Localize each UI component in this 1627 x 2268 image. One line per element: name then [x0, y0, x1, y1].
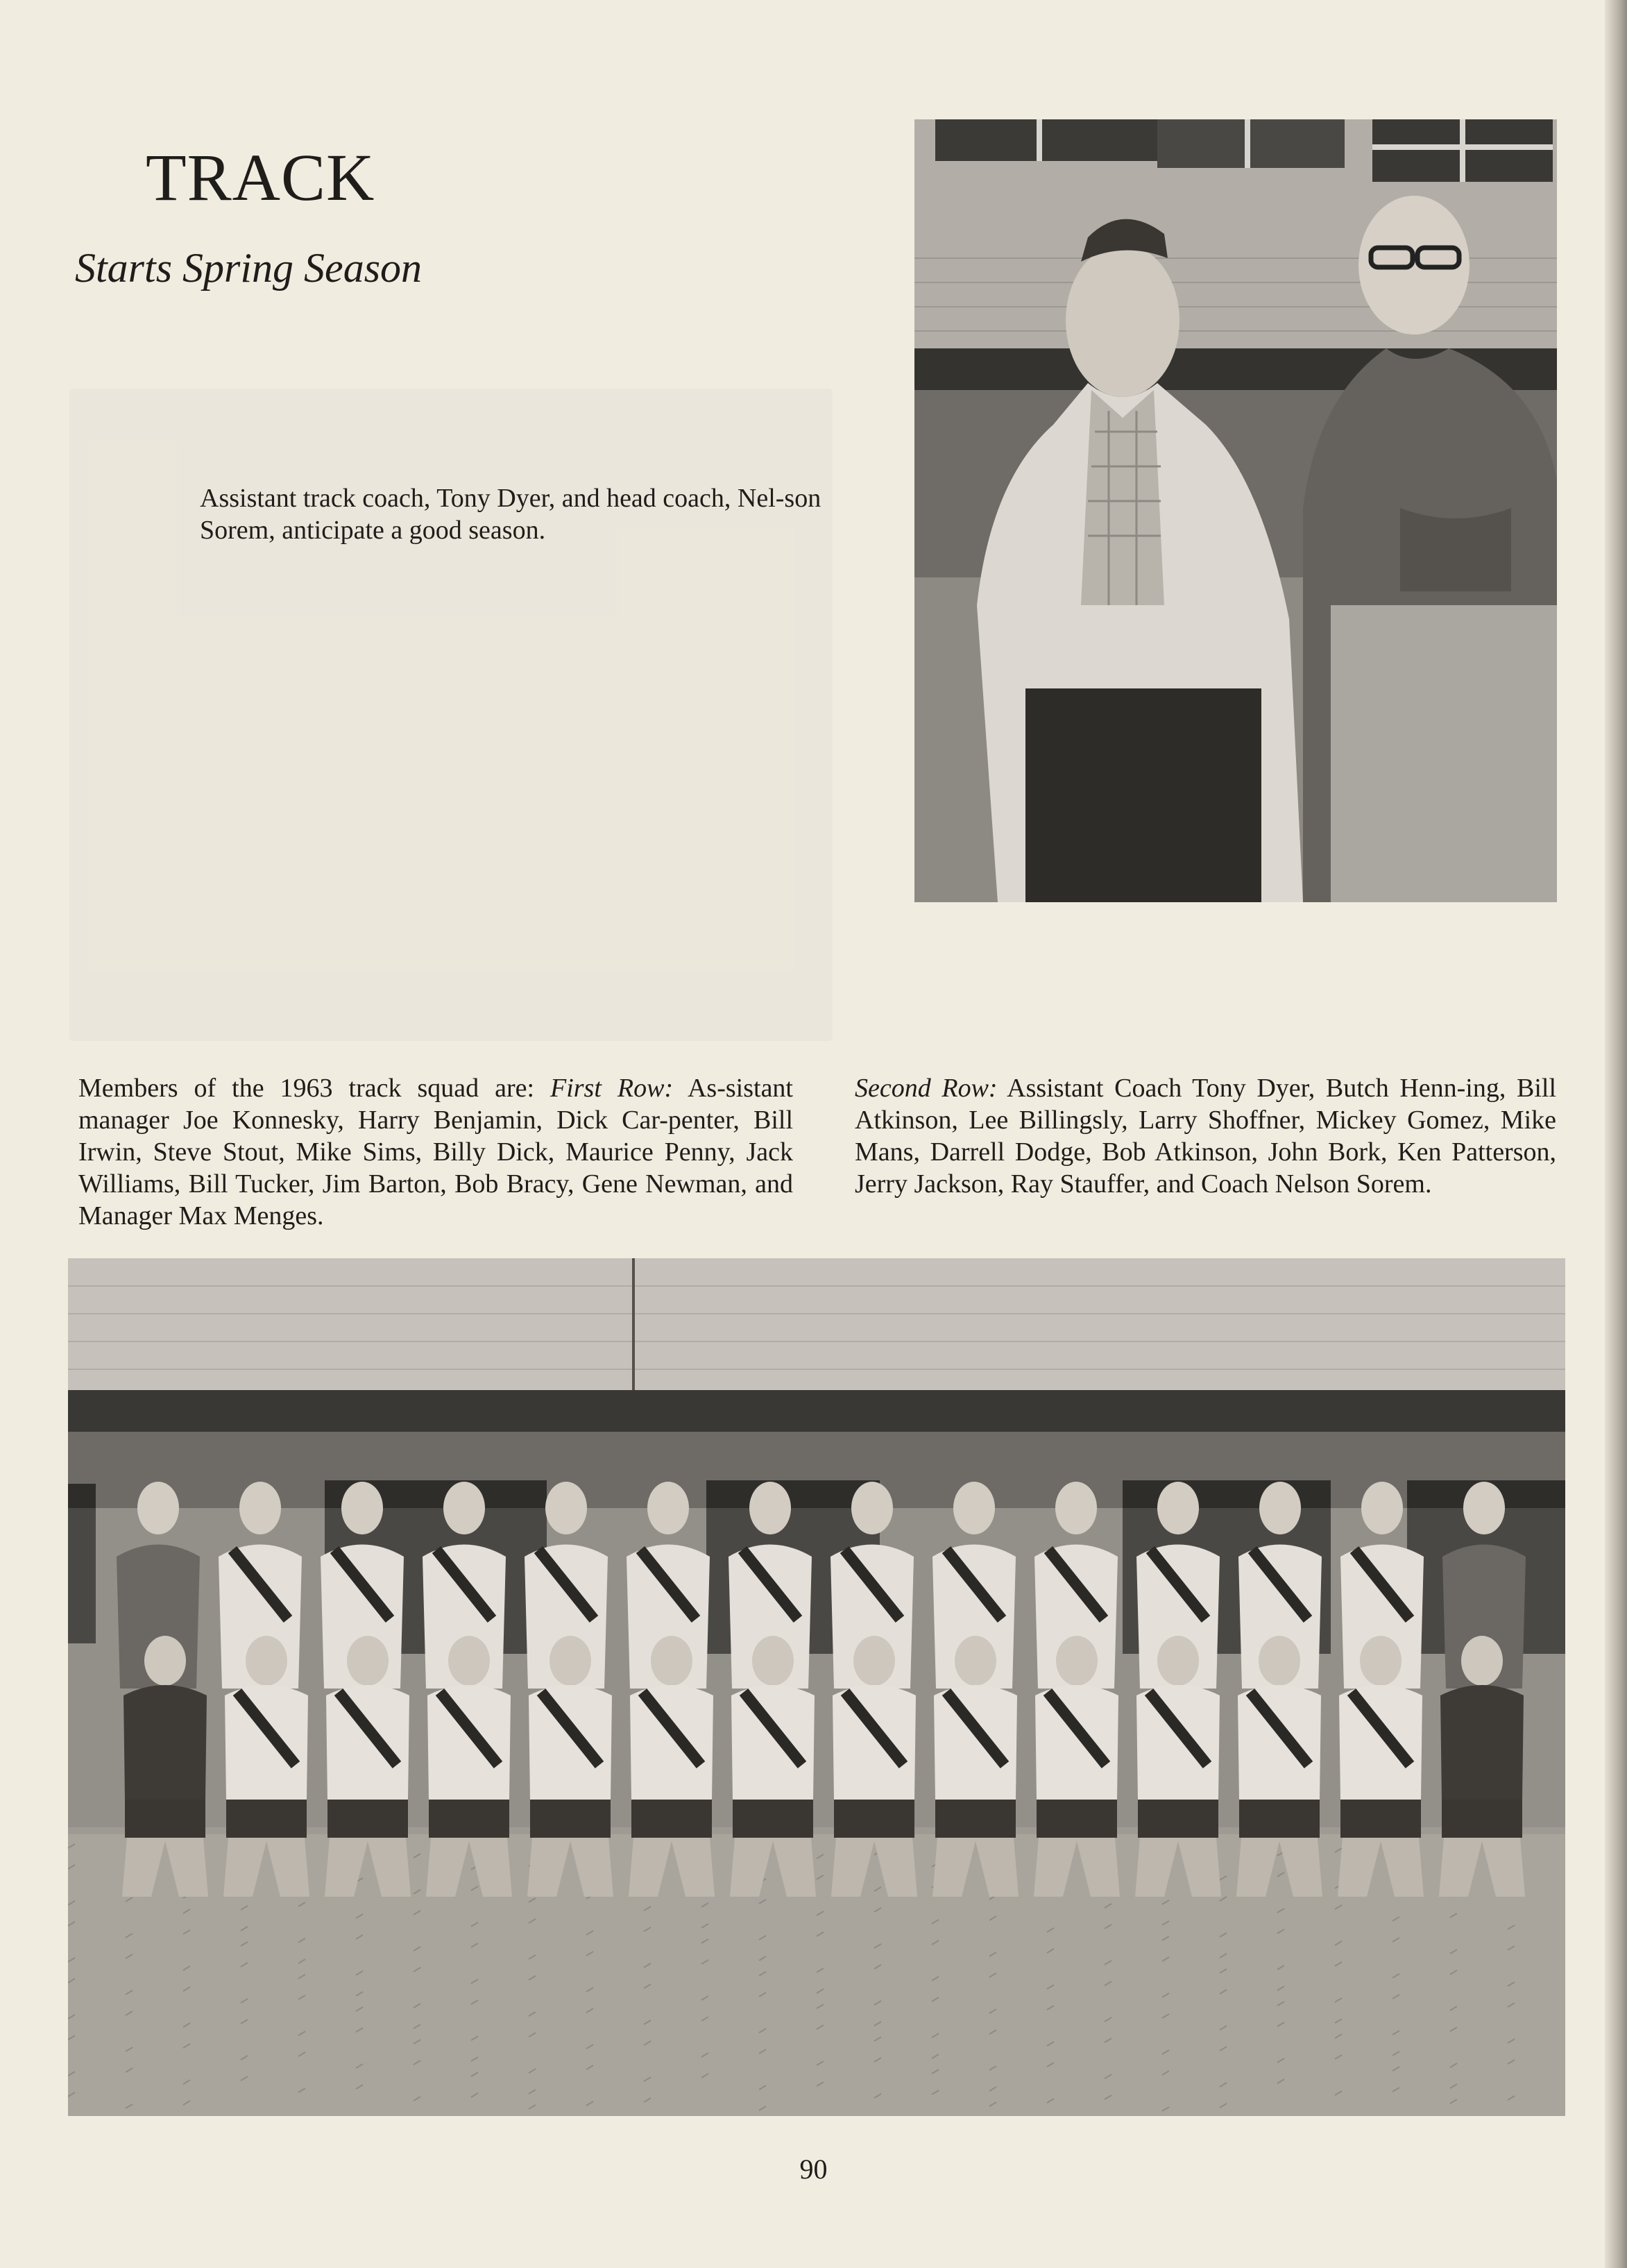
page-binding-edge — [1605, 0, 1627, 2268]
team-photo-image — [68, 1258, 1565, 2116]
second-row-names: Assistant Coach Tony Dyer, Butch Henn-ing, Bill Atkinson, Lee Billingsly, Larry Shoffner, Mickey Gomez, Mike Mans, Darrell Dodge, Bob Atkinson, John Bork, Ken Patterson, Jerry Jackson, Ray Stauffer, and Coach Nelson Sorem. — [855, 1074, 1556, 1199]
squad-caption-first-row — [78, 1072, 793, 1232]
first-row-label: First Row: — [550, 1074, 674, 1103]
squad-caption-intro: Members of the 1963 track squad are: — [78, 1074, 550, 1103]
page-number: 90 — [799, 2153, 828, 2185]
coaches-photo — [914, 119, 1557, 902]
page-subtitle: Starts Spring Season — [75, 245, 423, 291]
second-row-label: Second Row: — [855, 1074, 998, 1103]
coaches-photo-image — [914, 119, 1557, 902]
team-photo — [68, 1258, 1565, 2116]
squad-caption-second-row — [855, 1072, 1556, 1200]
page-title: TRACK — [146, 140, 375, 214]
coaches-photo-caption: Assistant track coach, Tony Dyer, and head coach, Nel-son Sorem, anticipate a good season. — [200, 484, 821, 545]
first-row-names: As-sistant manager Joe Konnesky, Harry Benjamin, Dick Car-penter, Bill Irwin, Steve Stout, Mike Sims, Billy Dick, Maurice Penny, Jack Williams, Bill Tucker, Jim Barton, Bob Bracy, Gene Newman, and Manager Max Menges. — [78, 1074, 793, 1230]
